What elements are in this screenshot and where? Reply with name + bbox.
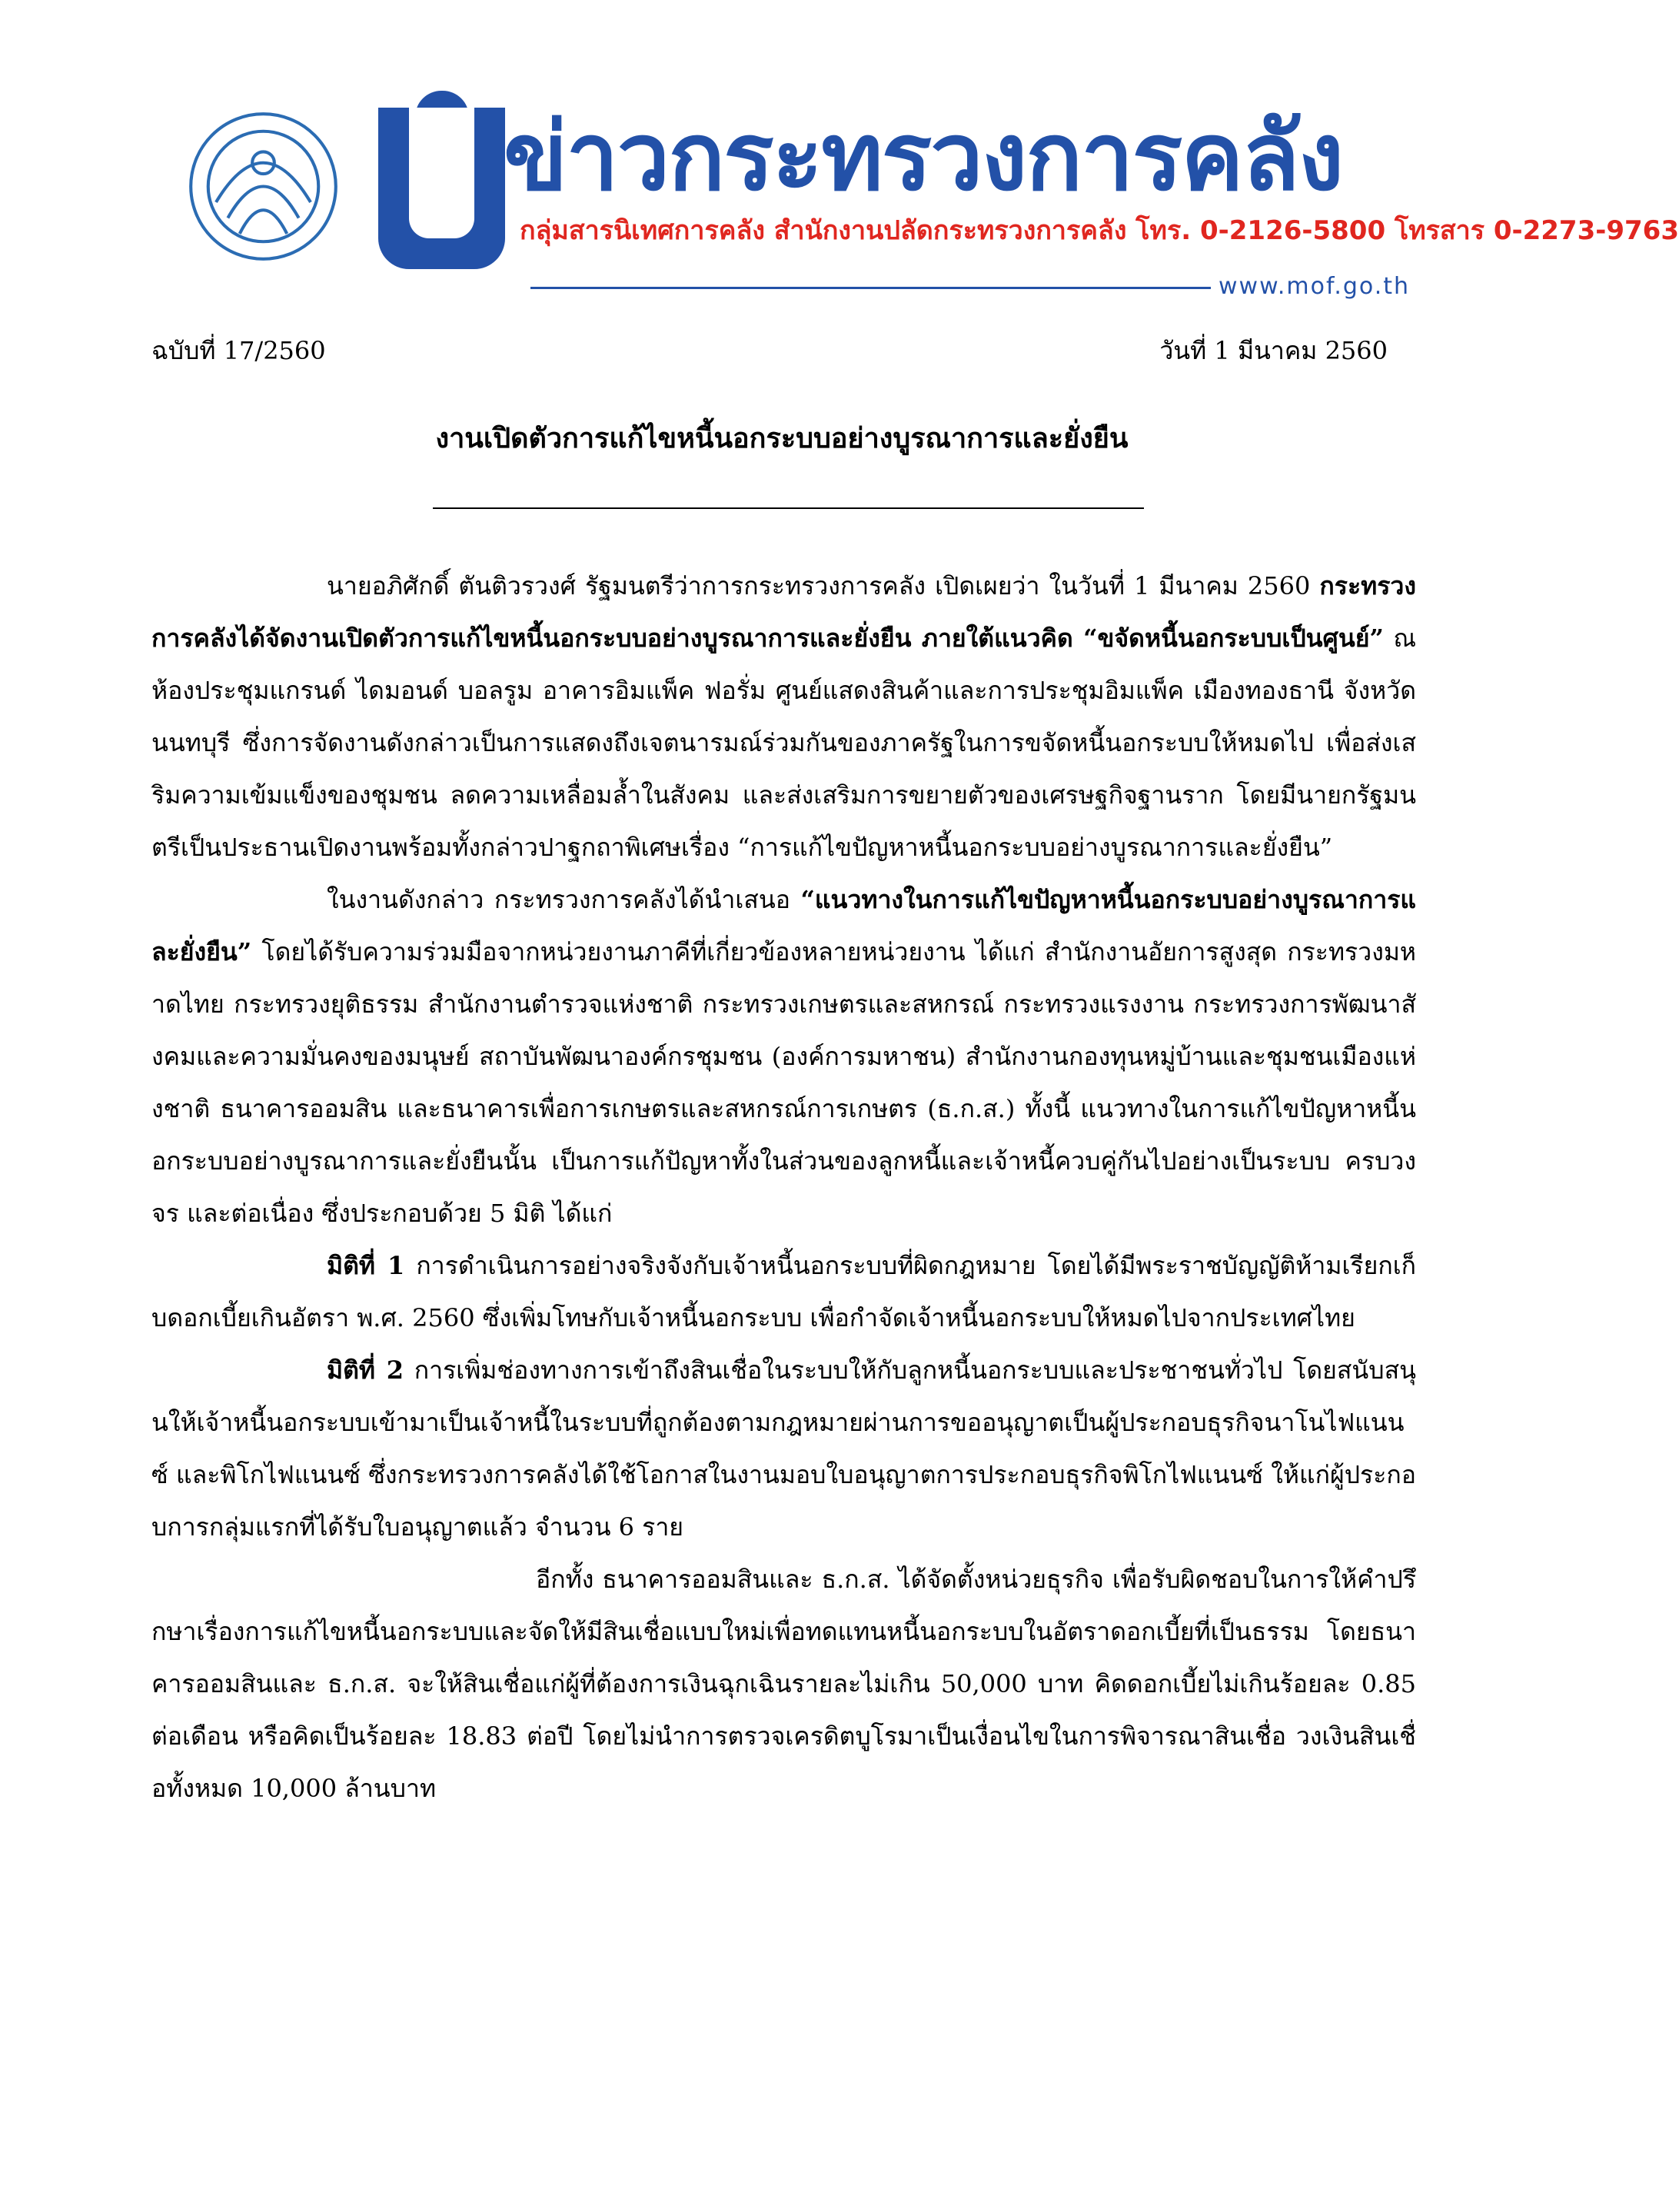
paragraph-1-bold: กระทรวงการคลังได้จัดงานเปิดตัวการแก้ไขหนี้นอกระบบอย่างบูรณาการและยั่งยืน ภายใต้แนวคิด “ขจัดหนี้นอกระบบเป็นศูนย์” <box>151 571 1416 653</box>
paragraph-1-rest: ณ ห้องประชุมแกรนด์ ไดมอนด์ บอลรูม อาคารอิมแพ็ค ฟอรั่ม ศูนย์แสดงสินค้าและการประชุมอิมแพ็ค เมืองทองธานี จังหวัดนนทบุรี ซึ่งการจัดงานดังกล่าวเป็นการแสดงถึงเจตนารมณ์ร่วมกันของภาครัฐในการขจัดหนี้นอกระบบให้หมดไป เพื่อส่งเสริมความเข้มแข็งของชุมชน ลดความเหลื่อมล้ำในสังคม และส่งเสริมการขยายตัวของเศรษฐกิจฐานราก โดยมีนายกรัฐมนตรีเป็นประธานเปิดงานพร้อมทั้งกล่าวปาฐกถาพิเศษเรื่อง “การแก้ไขปัญหาหนี้นอกระบบอย่างบูรณาการและยั่งยืน” <box>151 624 1417 862</box>
garuda-emblem-icon <box>185 108 342 265</box>
paragraph-2-intro: ในงานดังกล่าว กระทรวงการคลังได้นำเสนอ <box>327 885 801 914</box>
masthead-contact: กลุ่มสารนิเทศการคลัง สำนักงานปลัดกระทรวงการคลัง โทร. 0-2126-5800 โทรสาร 0-2273-9763 <box>520 215 1679 246</box>
paragraph-1 <box>151 560 1416 873</box>
paragraph-1-intro: นายอภิศักดิ์ ตันติวรวงศ์ รัฐมนตรีว่าการกระทรวงการคลัง เปิดเผยว่า ในวันที่ 1 มีนาคม 2560 <box>327 571 1320 600</box>
dimension-2-label: มิติที่ 2 <box>327 1355 404 1385</box>
dimension-2-text: การเพิ่มช่องทางการเข้าถึงสินเชื่อในระบบให้กับลูกหนี้นอกระบบและประชาชนทั่วไป โดยสนับสนุนให้เจ้าหนี้นอกระบบเข้ามาเป็นเจ้าหนี้ในระบบที่ถูกต้องตามกฎหมายผ่านการขออนุญาตเป็นผู้ประกอบธุรกิจนาโนไฟแนนซ์ และพิโกไฟแนนซ์ ซึ่งกระทรวงการคลังได้ใช้โอกาสในงานมอบใบอนุญาตการประกอบธุรกิจพิโกไฟแนนซ์ ให้แก่ผู้ประกอบการกลุ่มแรกที่ได้รับใบอนุญาตแล้ว จำนวน 6 ราย <box>151 1355 1417 1542</box>
dimension-1-text: การดำเนินการอย่างจริงจังกับเจ้าหนี้นอกระบบที่ผิดกฎหมาย โดยได้มีพระราชบัญญัติห้ามเรียกเก็บดอกเบี้ยเกินอัตรา พ.ศ. 2560 ซึ่งเพิ่มโทษกับเจ้าหนี้นอกระบบ เพื่อกำจัดเจ้าหนี้นอกระบบให้หมดไปจากประเทศไทย <box>151 1251 1417 1332</box>
dimension-1-label: มิติที่ 1 <box>327 1251 405 1280</box>
headline: งานเปิดตัวการแก้ไขหนี้นอกระบบอย่างบูรณาการและยั่งยืน <box>435 422 1129 454</box>
paragraph-2 <box>151 873 1416 1239</box>
logo-letter-counter <box>409 108 474 238</box>
headline-divider <box>433 507 1144 509</box>
issue-date: วันที่ 1 มีนาคม 2560 <box>1159 336 1388 365</box>
issue-number: ฉบับที่ 17/2560 <box>151 336 326 365</box>
masthead-url: www.mof.go.th <box>1219 273 1411 300</box>
article-body <box>151 560 1416 1815</box>
paragraph-2-bold: “แนวทางในการแก้ไขปัญหาหนี้นอกระบบอย่างบูรณาการและยั่งยืน” <box>151 885 1416 966</box>
paragraph-5: อีกทั้ง ธนาคารออมสินและ ธ.ก.ส. ได้จัดตั้งหน่วยธุรกิจ เพื่อรับผิดชอบในการให้คำปรึกษาเรื่องการแก้ไขหนี้นอกระบบและจัดให้มีสินเชื่อแบบใหม่เพื่อทดแทนหนี้นอกระบบในอัตราดอกเบี้ยที่เป็นธรรม โดยธนาคารออมสินและ ธ.ก.ส. จะให้สินเชื่อแก่ผู้ที่ต้องการเงินฉุกเฉินรายละไม่เกิน 50,000 บาท คิดดอกเบี้ยไม่เกินร้อยละ 0.85 ต่อเดือน หรือคิดเป็นร้อยละ 18.83 ต่อปี โดยไม่นำการตรวจเครดิตบูโรมาเป็นเงื่อนไขในการพิจารณาสินเชื่อ วงเงินสินเชื่อทั้งหมด 10,000 ล้านบาท <box>151 1565 1416 1803</box>
masthead-title: ข่าวกระทรวงการคลัง <box>504 102 1343 211</box>
paragraph-4 <box>151 1344 1416 1553</box>
masthead-divider <box>530 287 1211 289</box>
paragraph-3 <box>151 1239 1416 1344</box>
paragraph-2-rest: โดยได้รับความร่วมมือจากหน่วยงานภาคีที่เกี่ยวข้องหลายหน่วยงาน ได้แก่ สำนักงานอัยการสูงสุด กระทรวงมหาดไทย กระทรวงยุติธรรม สำนักงานตำรวจแห่งชาติ กระทรวงเกษตรและสหกรณ์ กระทรวงแรงงาน กระทรวงการพัฒนาสังคมและความมั่นคงของมนุษย์ สถาบันพัฒนาองค์กรชุมชน (องค์การมหาชน) สำนักงานกองทุนหมู่บ้านและชุมชนเมืองแห่งชาติ ธนาคารออมสิน และธนาคารเพื่อการเกษตรและสหกรณ์การเกษตร (ธ.ก.ส.) ทั้งนี้ แนวทางในการแก้ไขปัญหาหนี้นอกระบบอย่างบูรณาการและยั่งยืนนั้น เป็นการแก้ปัญหาทั้งในส่วนของลูกหนี้และเจ้าหนี้ควบคู่กันไปอย่างเป็นระบบ ครบวงจร และต่อเนื่อง ซึ่งประกอบด้วย 5 มิติ ได้แก่ <box>151 937 1416 1228</box>
